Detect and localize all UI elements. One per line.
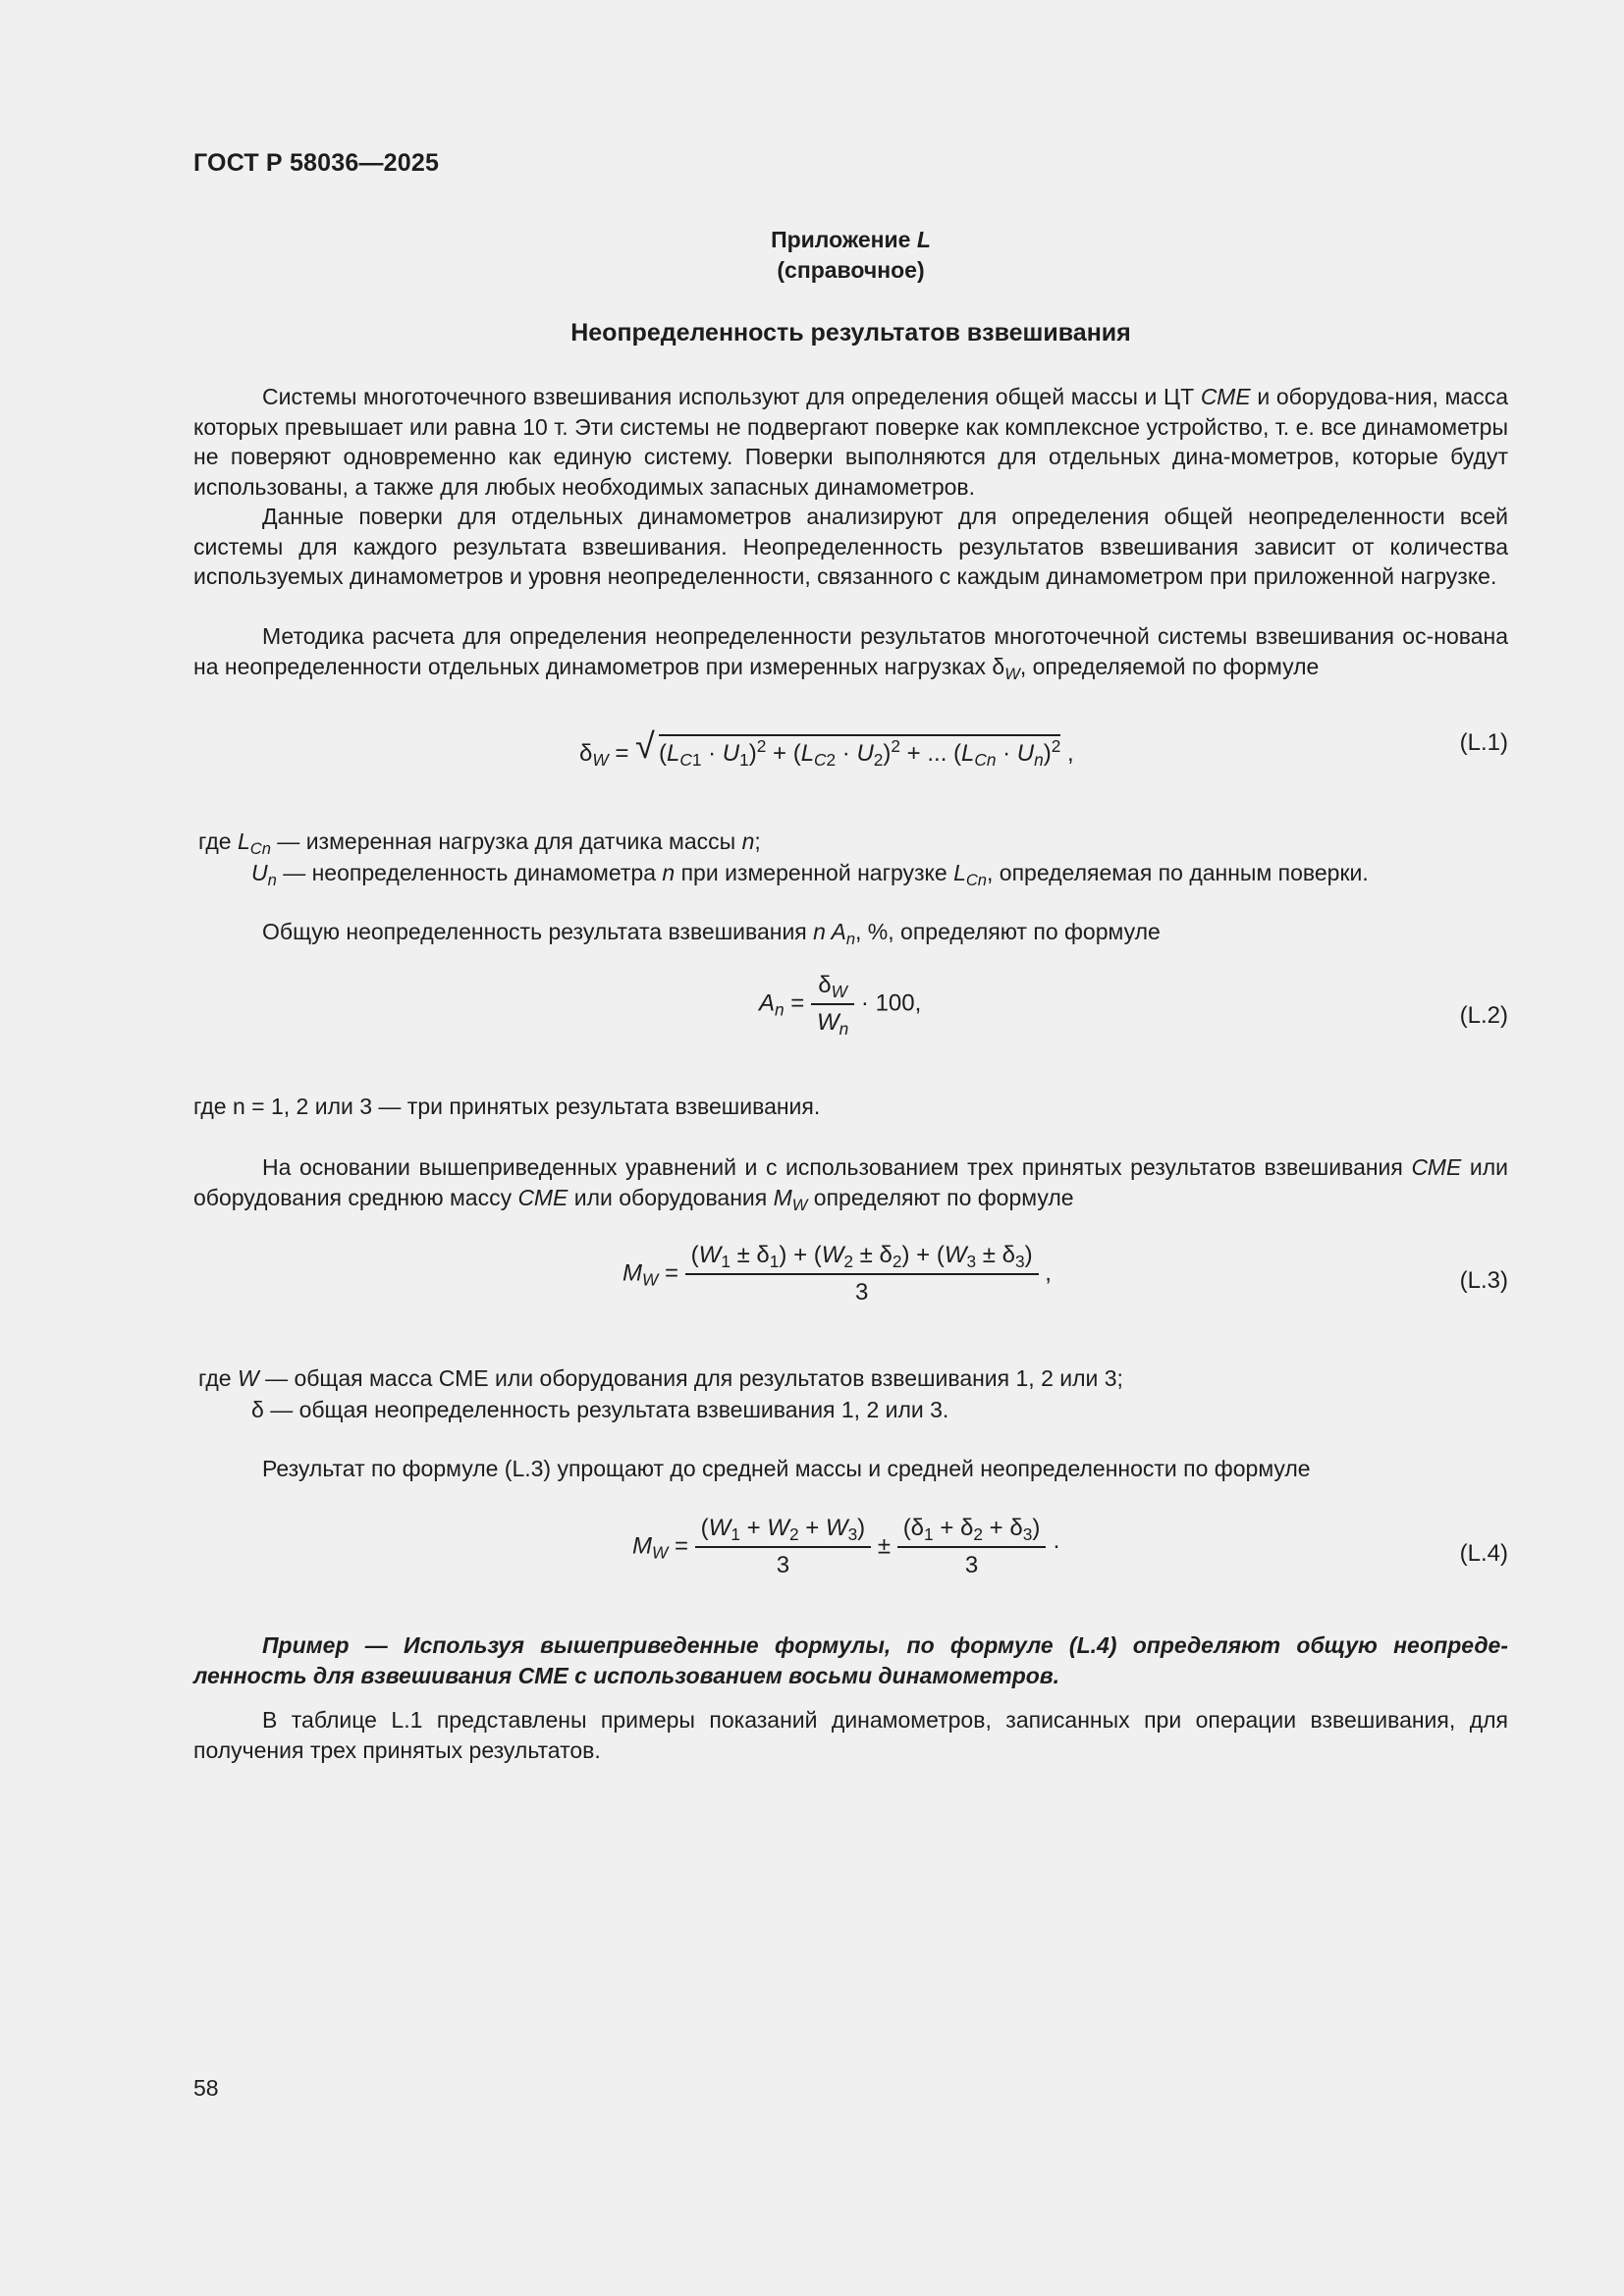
equation-number-l4: (L.4) (1459, 1540, 1508, 1567)
appendix-title: Приложение L (771, 227, 931, 252)
equation-number-l2: (L.2) (1459, 1002, 1508, 1029)
where-item-lcn: где $L_{Cn}$ — измеренная нагрузка для датчика массы n; (198, 828, 761, 858)
paragraph-4: Общую неопределенность результата взвешивания n $A_n$, %, определяют по формуле (262, 919, 1161, 948)
equation-number-l3: (L.3) (1459, 1267, 1508, 1294)
where-block-2: где n = 1, 2 или 3 — три принятых результата взвешивания. (193, 1094, 821, 1119)
where-item-w: где W — общая масса СМЕ или оборудования для результатов взвешивания 1, 2 или 3; (198, 1365, 1123, 1391)
document-id: ГОСТ Р 58036—2025 (193, 149, 440, 177)
formula-l2: $A_n$ = $\frac{\delta_W}{W_n}$ · 100, (759, 972, 922, 1039)
paragraph-3: Методика расчета для определения неопределенности результатов многоточечной системы взвешивания ос-нована на неопределенности отдельных динамометров при измеренных нагрузках $\delta_W$, определяемой по формуле (193, 623, 1508, 683)
section-title: Неопределенность результатов взвешивания (570, 319, 1131, 347)
paragraph-2: Данные поверки для отдельных динамометров анализируют для определения общей неопределенности всей системы для каждого результата взвешивания. Неопределенность результатов взвешивания зависит от количества используемых динамометров и уровня неопределенности, связанного с каждым динамометром при приложенной нагрузке. (193, 504, 1508, 589)
paragraph-6: Результат по формуле (L.3) упрощают до средней массы и средней неопределенности по формуле (262, 1456, 1311, 1481)
where-block-3 (198, 1362, 1514, 1425)
formula-l3: $M_W$ = $\frac{(W_1 \pm \delta_1) + (W_2 \pm \delta_2) + (W_3 \pm \delta_3)}{3}$ , (623, 1242, 1052, 1306)
paragraph-7: В таблице L.1 представлены примеры показаний динамометров, записанных при операции взвешивания, для получения трех принятых результатов. (193, 1707, 1508, 1763)
formula-l4: $M_W$ = $\frac{(W_1 + W_2 + W_3)}{3}$ ± $\frac{(\delta_1 + \delta_2 + \delta_3)}{3}$ · (632, 1515, 1060, 1578)
where-item-delta: δ — общая неопределенность результата взвешивания 1, 2 или 3. (251, 1397, 949, 1422)
where-item-un: $U_n$ — неопределенность динамометра n при измеренной нагрузке $L_{Cn}$, определяемая по данным поверки. (251, 860, 1369, 889)
paragraph-1: Системы многоточечного взвешивания используют для определения общей массы и ЦТ СМЕ и оборудова-ния, масса которых превышает или равна 10 т. Эти системы не подвергают поверке как комплексное устройство, т. е. все динамометры не поверяют одновременно как единую систему. Поверки выполняются для отдельных дина-мометров, которые будут использованы, а также для любых необходимых запасных динамометров. (193, 384, 1508, 500)
where-block-1 (198, 826, 1514, 888)
paragraph-5: На основании вышеприведенных уравнений и с использованием трех принятых результатов взвешивания СМЕ или оборудования среднюю массу СМЕ или оборудования $M_W$ определяют по формуле (193, 1154, 1508, 1214)
page-number: 58 (193, 2075, 219, 2101)
appendix-kind: (справочное) (777, 257, 925, 283)
formula-l1: $\delta_W$ = √ $(L_{C1} \cdot U_1)^2 + (L_{C2} \cdot U_2)^2$ + ... $(L_{Cn} \cdot U_n)^2$ , (579, 725, 1074, 770)
equation-number-l1: (L.1) (1459, 729, 1508, 756)
example-paragraph: Пример — Используя вышеприведенные формулы, по формуле (L.4) определяют общую неопреде-ленность для взвешивания СМЕ с использованием восьми динамометров. (193, 1632, 1508, 1688)
